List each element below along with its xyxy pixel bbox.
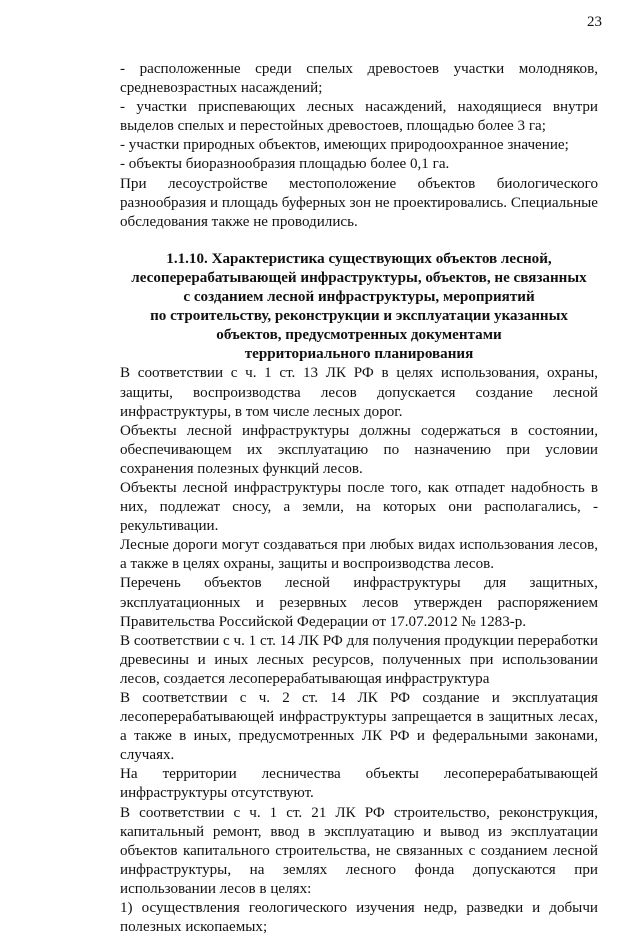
paragraph: - участки природных объектов, имеющих природоохранное значение; bbox=[120, 137, 569, 154]
paragraph: В соответствии с ч. 1 ст. 14 ЛК РФ для получения продукции переработки древесины и иных лесных ресурсов, полученных при использовании лесов, создается лесоперерабатывающая инфраструктура bbox=[120, 632, 598, 687]
page-number: 23 bbox=[587, 14, 602, 30]
paragraph: При лесоустройстве местоположение объектов биологического разнообразия и площадь буферных зон не проектировались. Специальные обследования также не проводились. bbox=[120, 175, 599, 230]
heading-line: с созданием лесной инфраструктуры, мероприятий bbox=[183, 289, 535, 306]
paragraph: - участки приспевающих лесных насаждений, находящиеся внутри выделов спелых и перестойных древостоев, площадью более 3 га; bbox=[120, 99, 598, 135]
paragraph: В соответствии с ч. 1 ст. 13 ЛК РФ в целях использования, охраны, защиты, воспроизводства лесов допускается создание лесной инфраструктуры, в том числе лесных дорог. bbox=[120, 365, 598, 420]
paragraph: - расположенные среди спелых древостоев участки молодняков, средневозрастных насаждений; bbox=[120, 61, 598, 97]
paragraph: В соответствии с ч. 2 ст. 14 ЛК РФ создание и эксплуатация лесоперерабатывающей инфраструктуры запрещается в защитных лесах, а также в иных, предусмотренных ЛК РФ и федеральными законами, случаях. bbox=[120, 690, 598, 764]
heading-line: территориального планирования bbox=[244, 346, 474, 363]
paragraph: На территории лесничества объекты лесоперерабатывающей инфраструктуры отсутствуют. bbox=[120, 766, 598, 802]
paragraph: Перечень объектов лесной инфраструктуры для защитных, эксплуатационных и резервных лесов утвержден распоряжением Правительства Российской Федерации от 17.07.2012 № 1283-р. bbox=[120, 575, 598, 630]
heading-line: по строительству, реконструкции и эксплуатации указанных bbox=[150, 308, 568, 325]
heading-line: объектов, предусмотренных документами bbox=[216, 327, 502, 344]
paragraph: Объекты лесной инфраструктуры после того, как отпадет надобность в них, подлежат сносу, а земли, на которых они располагались, - рекультивации. bbox=[120, 479, 598, 535]
document-body bbox=[120, 60, 598, 937]
section-heading bbox=[120, 250, 598, 365]
heading-line: лесоперерабатывающей инфраструктуры, объектов, не связанных bbox=[131, 269, 587, 286]
paragraph: Объекты лесной инфраструктуры должны содержаться в состоянии, обеспечивающем их эксплуатацию по назначению при условии сохранения полезных функций лесов. bbox=[120, 422, 598, 477]
heading-line: 1.1.10. Характеристика существующих объектов лесной, bbox=[166, 250, 552, 267]
paragraph: Лесные дороги могут создаваться при любых видах использования лесов, а также в целях охраны, защиты и воспроизводства лесов. bbox=[120, 537, 598, 573]
paragraph: В соответствии с ч. 1 ст. 21 ЛК РФ строительство, реконструкция, капитальный ремонт, ввод в эксплуатацию и вывод из эксплуатации объектов капитального строительства, не связанных с созданием лесной инфраструктуры, на землях лесного фонда допускаются при использовании лесов в целях: bbox=[120, 804, 598, 897]
paragraph: - объекты биоразнообразия площадью более 0,1 га. bbox=[120, 156, 450, 173]
paragraph: 1) осуществления геологического изучения недр, разведки и добычи полезных ископаемых; bbox=[120, 900, 598, 936]
